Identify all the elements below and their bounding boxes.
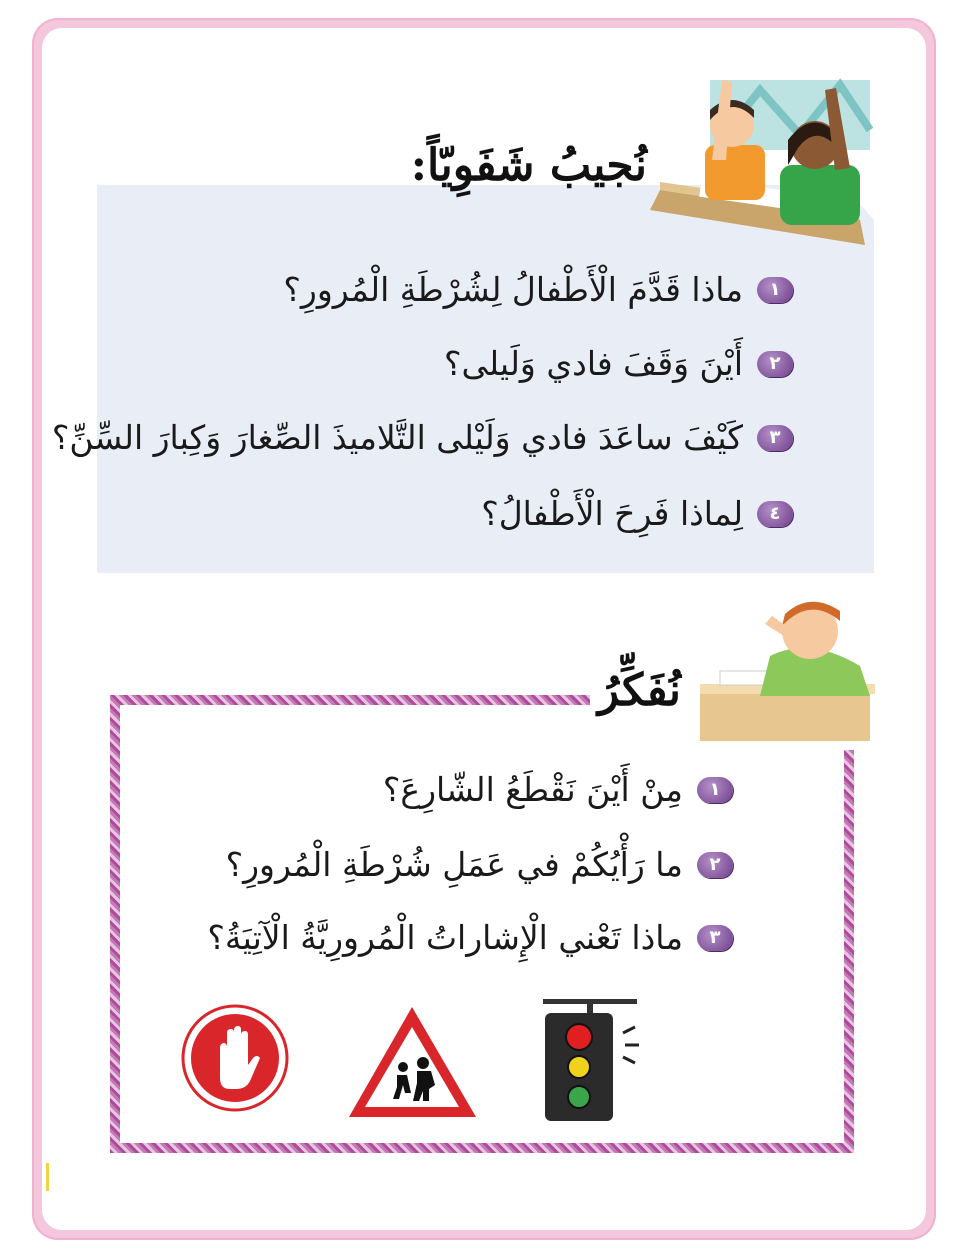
traffic-light-icon	[535, 993, 645, 1123]
question-text: مِنْ أَيْنَ نَقْطَعُ الشّارِعَ؟	[382, 770, 683, 809]
thinking-question-3	[207, 918, 733, 957]
question-text: ما رَأْيُكُمْ في عَمَلِ شُرْطَةِ الْمُرورِ؟	[225, 845, 683, 884]
boy-thinking-icon	[700, 596, 880, 741]
oral-question-3	[52, 418, 793, 457]
thinking-heading: نُفَكِّرُ	[597, 665, 681, 716]
question-text: أَيْنَ وَقَفَ فادي وَلَيلى؟	[443, 344, 743, 383]
margin-mark	[46, 1163, 49, 1191]
oral-question-4	[481, 494, 793, 533]
number-badge: ٢	[757, 351, 793, 377]
number-badge: ١	[757, 277, 793, 303]
oral-question-1	[283, 270, 793, 309]
question-text: لِماذا فَرِحَ الْأَطْفالُ؟	[481, 494, 743, 533]
number-badge: ٢	[697, 852, 733, 878]
number-badge: ١	[697, 777, 733, 803]
stop-hand-sign-icon	[180, 1003, 290, 1113]
thinking-question-1	[383, 770, 733, 809]
question-text: ماذا تَعْني الْإِشاراتُ الْمُرورِيَّةُ الْآتِيَةُ؟	[207, 918, 683, 957]
oral-answer-heading: نُجيبُ شَفَوِيّاً:	[410, 140, 647, 191]
oral-question-2	[444, 344, 793, 383]
school-crossing-sign-icon	[345, 1003, 480, 1121]
thinking-question-2	[226, 845, 733, 884]
children-raising-hands-icon	[650, 70, 875, 250]
number-badge: ٣	[697, 925, 733, 951]
question-text: ماذا قَدَّمَ الْأَطْفالُ لِشُرْطَةِ الْمُرورِ؟	[283, 270, 743, 309]
number-badge: ٤	[757, 501, 793, 527]
question-text: كَيْفَ ساعَدَ فادي وَلَيْلى التَّلاميذَ الصِّغارَ وَكِبارَ السِّنِّ؟	[51, 418, 743, 457]
number-badge: ٣	[757, 425, 793, 451]
